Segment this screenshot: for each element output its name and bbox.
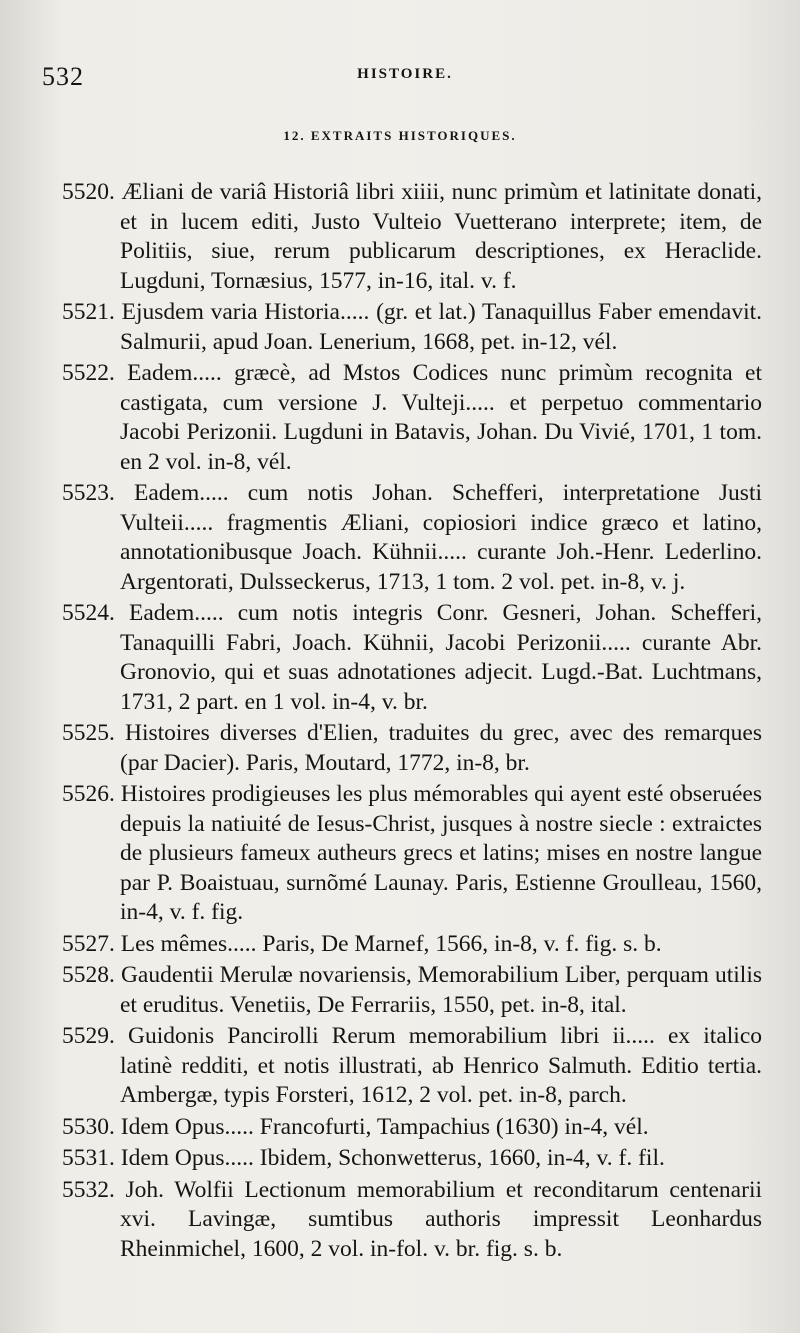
catalog-entry [62, 1144, 762, 1174]
catalog-entries [62, 178, 762, 1266]
entry-number: 5520. [62, 179, 115, 205]
entry-text: Æliani de variâ Historiâ libri xiiii, nunc primùm et latinitate donati, et in lucem editi, Justo Vulteio Vuetterano interprete; item, de Politiis, siue, rerum publicarum descriptiones, ex Heraclide. Lugduni, Tornæsius, 1577, in-16, ital. v. f. [120, 179, 762, 294]
entry-text: Guidonis Pancirolli Rerum memorabilium libri ii..... ex italico latinè redditi, et notis illustrati, ab Henrico Salmuth. Editio tertia. Ambergæ, typis Forsteri, 1612, 2 vol. pet. in-8, parch. [120, 1023, 762, 1108]
entry-number: 5529. [62, 1023, 115, 1049]
section-title: 12. EXTRAITS HISTORIQUES. [283, 128, 517, 143]
entry-text: Ejusdem varia Historia..... (gr. et lat.) Tanaquillus Faber emendavit. Salmurii, apud Joan. Lenerium, 1668, pet. in-12, vél. [120, 299, 763, 355]
catalog-entry [62, 178, 762, 296]
entry-text: Histoires prodigieuses les plus mémorables qui ayent esté obseruées depuis la natiuité de Iesus-Christ, jusques à nostre siecle : extraictes de plusieurs fameux autheurs grecs et latins; mises en nostre langue par P. Boaistuau, surnõmé Launay. Paris, Estienne Groulleau, 1560, in-4, v. f. fig. [120, 781, 762, 925]
entry-text: Gaudentii Merulæ novariensis, Memorabilium Liber, perquam utilis et eruditus. Venetiis, De Ferrariis, 1550, pet. in-8, ital. [120, 962, 762, 1018]
catalog-entry [62, 359, 762, 477]
catalog-entry [62, 479, 763, 597]
catalog-entry [62, 780, 762, 928]
entry-text: Histoires diverses d'Elien, traduites du grec, avec des remarques (par Dacier). Paris, Moutard, 1772, in-8, br. [120, 720, 762, 776]
entry-number: 5530. [62, 1113, 115, 1140]
catalog-entry [62, 298, 763, 357]
catalog-entry [62, 719, 762, 778]
entry-number: 5522. [62, 360, 115, 386]
entry-text: Joh. Wolfii Lectionum memorabilium et reconditarum centenarii xvi. Lavingæ, sumtibus authoris impressit Leonhardus Rheinmichel, 1600, 2 vol. in-fol. v. br. fig. s. b. [120, 1176, 762, 1262]
entry-text: Eadem..... græcè, ad Mstos Codices nunc primùm recognita et castigata, cum versione J. Vulteji..... et perpetuo commentario Jacobi Perizonii. Lugduni in Batavis, Johan. Du Vivié, 1701, 1 tom. en 2 vol. in-8, vél. [120, 360, 762, 475]
entry-text: Eadem..... cum notis integris Conr. Gesneri, Johan. Schefferi, Tanaquilli Fabri, Joach. Kühnii, Jacobi Perizonii..... curante Abr. Gronovio, qui et suas adnotationes adjecit. Lugd.-Bat. Luchtmans, 1731, 2 part. en 1 vol. in-4, v. br. [120, 600, 763, 715]
catalog-entry [62, 961, 762, 1020]
entry-text: Eadem..... cum notis Johan. Schefferi, interpretatione Justi Vulteii..... fragmentis Æliani, copiosiori indice græco et latino, annotationibusque Joach. Kühnii..... curante Joh.-Henr. Lederlino. Argentorati, Dulsseckerus, 1713, 1 tom. 2 vol. pet. in-8, v. j. [120, 480, 763, 595]
entry-number: 5532. [62, 1176, 115, 1203]
entry-number: 5526. [62, 781, 115, 807]
entry-number: 5521. [62, 299, 115, 325]
catalog-entry [62, 1113, 762, 1143]
entry-number: 5524. [62, 600, 115, 626]
entry-number: 5528. [62, 962, 115, 988]
entry-number: 5525. [62, 720, 115, 746]
catalog-entry [62, 1176, 762, 1265]
entry-number: 5523. [62, 480, 115, 506]
page-number: 532 [42, 62, 84, 91]
catalog-entry [62, 930, 762, 960]
entry-text: Idem Opus..... Francofurti, Tampachius (1630) in-4, vél. [120, 1113, 649, 1140]
entry-text: Les mêmes..... Paris, De Marnef, 1566, in-8, v. f. fig. s. b. [120, 930, 662, 957]
running-head: HISTOIRE. [357, 66, 453, 82]
entry-text: Idem Opus..... Ibidem, Schonwetterus, 1660, in-4, v. f. fil. [120, 1145, 665, 1171]
entry-number: 5527. [62, 930, 115, 957]
entry-number: 5531. [62, 1145, 115, 1171]
catalog-entry [62, 599, 763, 717]
catalog-entry [62, 1022, 762, 1111]
